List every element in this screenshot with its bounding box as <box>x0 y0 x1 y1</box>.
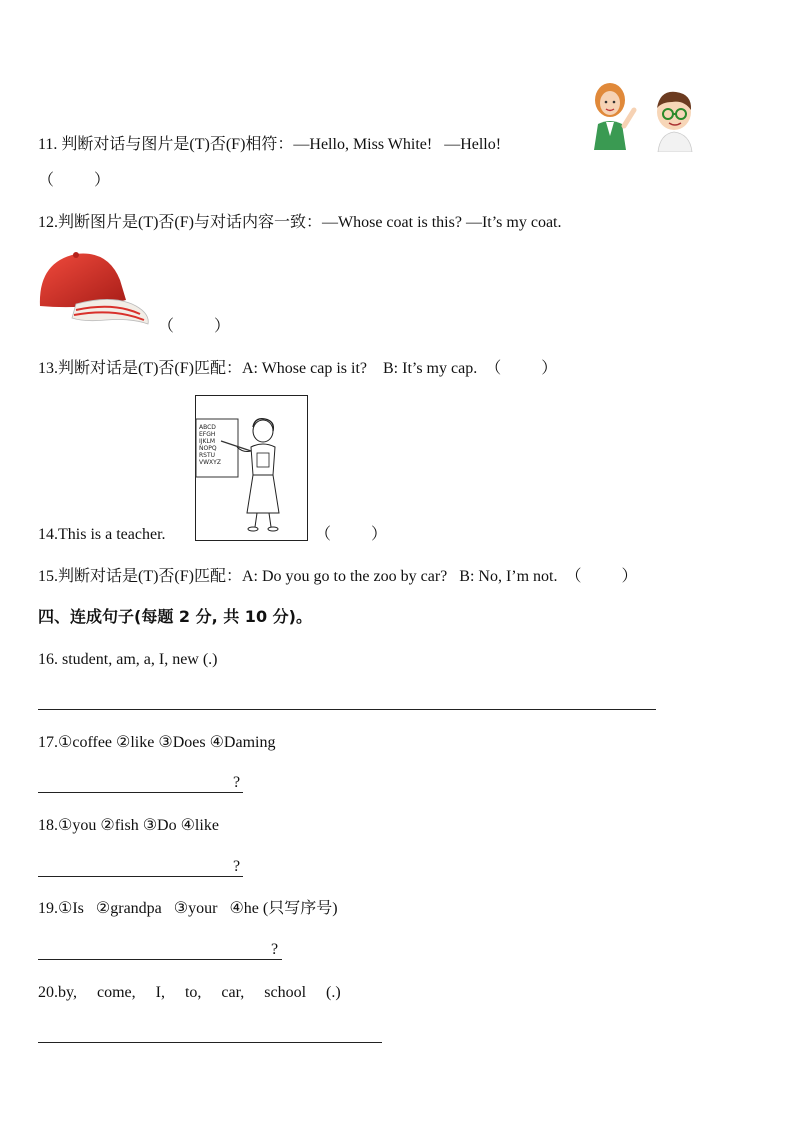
q11-text: 11. 判断对话与图片是(T)否(F)相符：—Hello, Miss White! —Hello! <box>38 136 502 153</box>
q12-text: 12.判断图片是(T)否(F)与对话内容一致：—Whose coat is this? —It’s my coat. <box>38 214 562 231</box>
q20-text: 20.by, come, I, to, car, school (.) <box>38 984 341 1001</box>
people-illustration <box>588 80 700 152</box>
q14-text: 14.This is a teacher. <box>38 526 166 543</box>
q18-text: 18.①you ②fish ③Do ④like <box>38 817 219 834</box>
board-letters-3: IJKLM <box>199 438 215 445</box>
q19-text: 19.①Is ②grandpa ③your ④he (只写序号) <box>38 900 338 917</box>
q11-answer-paren[interactable]: （ ） <box>38 172 111 189</box>
q16-answer-line[interactable] <box>38 709 656 710</box>
board-letters-1: ABCD <box>199 424 216 431</box>
section-4-title: 四、连成句子(每题 2 分, 共 10 分)。 <box>38 607 312 626</box>
q18-answer-line[interactable] <box>38 876 243 877</box>
q13-text: 13.判断对话是(T)否(F)匹配：A: Whose cap is it? B: It’s my cap. （ ） <box>38 360 558 377</box>
board-letters-4: NOPQ <box>199 445 217 452</box>
q14-answer-paren[interactable]: （ ） <box>315 526 388 543</box>
q15-text: 15.判断对话是(T)否(F)匹配：A: Do you go to the zoo by car? B: No, I’m not. （ ） <box>38 568 638 585</box>
q17-question-mark: ? <box>233 774 241 791</box>
q18-question-mark: ? <box>233 858 241 875</box>
q17-text: 17.①coffee ②like ③Does ④Daming <box>38 734 276 751</box>
teacher-image <box>195 395 308 541</box>
q16-text: 16. student, am, a, I, new (.) <box>38 651 218 668</box>
cap-image <box>36 248 152 332</box>
q19-answer-line[interactable] <box>38 959 282 960</box>
q19-question-mark: ? <box>271 941 279 958</box>
q12-answer-paren[interactable]: （ ） <box>158 318 231 335</box>
board-letters-5: RSTU <box>199 452 216 459</box>
board-letters-6: VWXYZ <box>199 459 221 466</box>
q17-answer-line[interactable] <box>38 792 243 793</box>
q20-answer-line[interactable] <box>38 1042 382 1043</box>
board-letters-2: EFGH <box>199 431 216 438</box>
